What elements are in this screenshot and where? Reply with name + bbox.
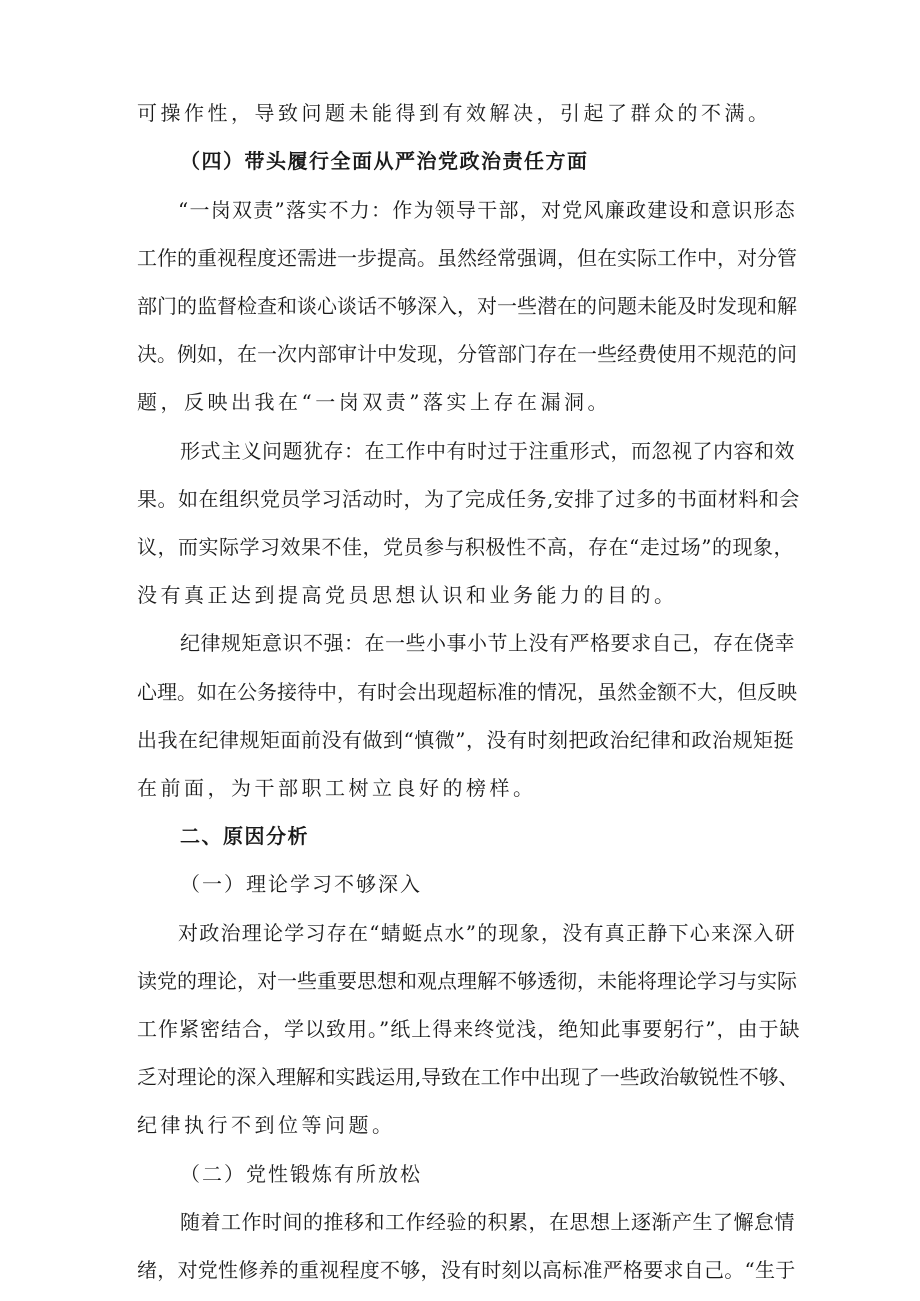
body-line-continuation: 可操作性，导致问题未能得到有效解决，引起了群众的不满。: [137, 101, 772, 125]
paragraph-line: 工作的重视程度还需进一步提高。虽然经常强调，但在实际工作中，对分管: [137, 246, 797, 270]
paragraph-line: 对政治理论学习存在“蜻蜓点水”的现象，没有真正静下心来深入研: [178, 921, 796, 945]
paragraph-line: 乏对理论的深入理解和实践运用,导致在工作中出现了一些政治敏锐性不够、: [137, 1065, 799, 1089]
paragraph-line: 形式主义问题犹存：在工作中有时过于注重形式，而忽视了内容和效: [180, 439, 795, 463]
paragraph-line: 决。例如，在一次内部审计中发现，分管部门存在一些经费使用不规范的问: [137, 342, 797, 366]
paragraph-line: 工作紧密结合，学以致用。”纸上得来终觉浅，绝知此事要躬行”，由于缺: [137, 1017, 801, 1041]
paragraph-line: 议，而实际学习效果不佳，党员参与积极性不高，存在“走过场”的现象，: [137, 535, 794, 559]
paragraph-line: 心理。如在公务接待中，有时会出现超标准的情况，虽然金额不大，但反映: [137, 680, 797, 704]
subsection-heading-1: （一）理论学习不够深入: [180, 872, 422, 896]
section-heading-2: 二、原因分析: [180, 824, 309, 848]
paragraph-line: “一岗双责”落实不力：作为领导干部，对党风廉政建设和意识形态: [178, 198, 796, 222]
paragraph-line: 在前面，为干部职工树立良好的榜样。: [137, 776, 537, 800]
paragraph-line: 纪律规矩意识不强：在一些小事小节上没有严格要求自己，存在侥幸: [180, 631, 795, 655]
paragraph-line: 没有真正达到提高党员思想认识和业务能力的目的。: [137, 583, 678, 607]
paragraph-line: 出我在纪律规矩面前没有做到“慎微”，没有时刻把政治纪律和政治规矩挺: [137, 728, 794, 752]
subsection-heading-2: （二）党性锻炼有所放松: [180, 1162, 422, 1186]
paragraph-line: 纪律执行不到位等问题。: [137, 1113, 396, 1137]
paragraph-line: 题，反映出我在“一岗双责”落实上存在漏洞。: [137, 390, 611, 414]
paragraph-line: 读党的理论，对一些重要思想和观点理解不够透彻，未能将理论学习与实际: [137, 969, 797, 993]
section-heading-4: （四）带头履行全面从严治党政治责任方面: [180, 149, 589, 173]
paragraph-line: 果。如在组织党员学习活动时，为了完成任务,安排了过多的书面材料和会: [137, 487, 800, 511]
paragraph-line: 部门的监督检查和谈心谈话不够深入，对一些潜在的问题未能及时发现和解: [137, 294, 797, 318]
paragraph-line: 绪，对党性修养的重视程度不够，没有时刻以高标准严格要求自己。“生于: [137, 1258, 796, 1282]
paragraph-line: 随着工作时间的推移和工作经验的积累，在思想上逐渐产生了懈怠情: [180, 1210, 795, 1234]
